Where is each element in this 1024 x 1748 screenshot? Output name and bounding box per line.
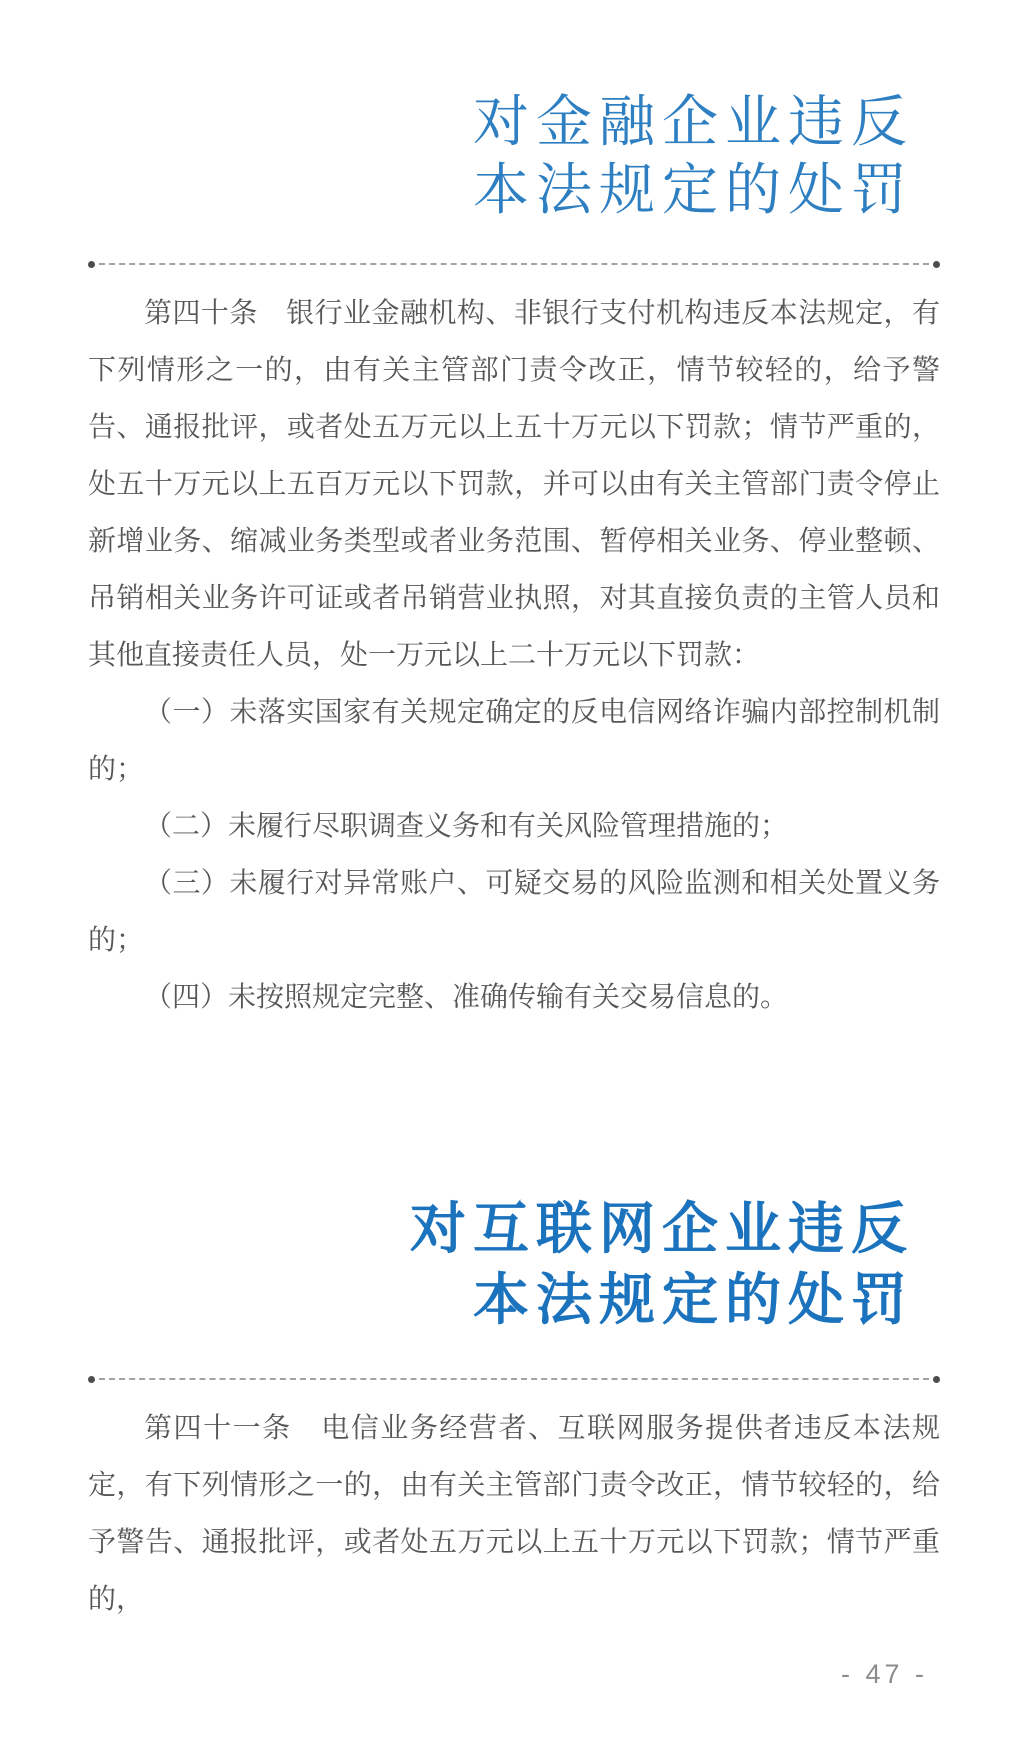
article-40-item-2: （二）未履行尽职调查义务和有关风险管理措施的； [144, 810, 789, 841]
article-41-body [88, 1399, 940, 1627]
article-40-item-4: （四）未按照规定完整、准确传输有关交易信息的。 [144, 981, 789, 1012]
divider-dot-right [933, 261, 940, 268]
section-title-line-2: 本法规定的处罚 [473, 158, 914, 221]
dashed-divider [88, 1375, 940, 1383]
divider-dash-line [99, 1378, 929, 1380]
page-number: - 47 - [840, 1659, 928, 1689]
section-title-line-1: 对金融企业违反 [473, 90, 914, 153]
article-40-item-3: （三）未履行对异常账户、可疑交易的风险监测和相关处置义务的； [88, 867, 940, 955]
divider-dot-right [933, 1376, 940, 1383]
article-40-item-1: （一）未落实国家有关规定确定的反电信网络诈骗内部控制机制的； [88, 696, 940, 784]
divider-dash-line [99, 263, 929, 265]
dashed-divider [88, 260, 940, 268]
divider-dot-left [88, 261, 95, 268]
section-title-line-1: 对互联网企业违反 [410, 1197, 914, 1260]
section-title-financial [88, 0, 940, 224]
section-title-line-2: 本法规定的处罚 [473, 1268, 914, 1331]
section-financial-penalties [88, 0, 940, 1025]
article-40-body [88, 284, 940, 1025]
section-internet-penalties [88, 1025, 940, 1627]
divider-dot-left [88, 1376, 95, 1383]
section-title-internet [88, 1025, 940, 1335]
article-41-paragraph: 第四十一条 电信业务经营者、互联网服务提供者违反本法规定，有下列情形之一的，由有关主管部门责令改正，情节较轻的，给予警告、通报批评，或者处五万元以上五十万元以下罚款；情节严重的， [88, 1412, 940, 1614]
article-40-paragraph: 第四十条 银行业金融机构、非银行支付机构违反本法规定，有下列情形之一的，由有关主管部门责令改正，情节较轻的，给予警告、通报批评，或者处五万元以上五十万元以下罚款；情节严重的，处五十万元以上五百万元以下罚款，并可以由有关主管部门责令停止新增业务、缩减业务类型或者业务范围、暂停相关业务、停业整顿、吊销相关业务许可证或者吊销营业执照，对其直接负责的主管人员和其他直接责任人员，处一万元以上二十万元以下罚款： [88, 297, 940, 670]
